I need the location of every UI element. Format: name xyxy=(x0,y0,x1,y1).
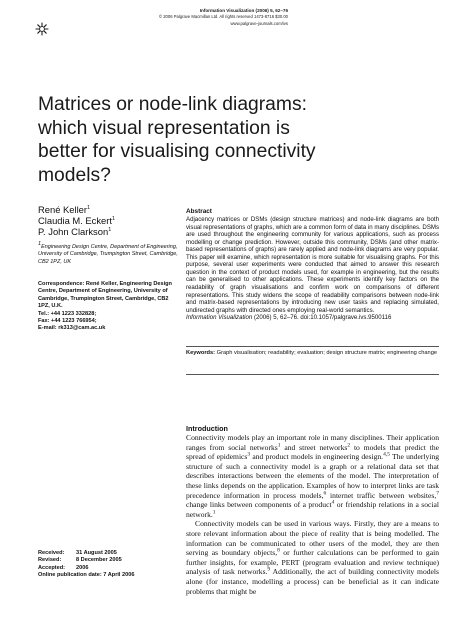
reference-superscript[interactable]: 1 xyxy=(277,442,281,449)
keywords-text: Graph visualisation; readability; evaluation; design structure matrix; engineering change xyxy=(215,350,438,356)
introduction-heading: Introduction xyxy=(186,424,228,433)
correspondence-fax: Fax: +44 1223 766954; xyxy=(38,318,97,325)
reference-superscript[interactable]: 3 xyxy=(247,451,251,458)
introduction-body xyxy=(186,433,439,596)
author-name: René Keller$^1$ xyxy=(38,204,91,215)
date-online: Online publication date: 7 April 2006 xyxy=(38,572,135,579)
date-accepted: Accepted: 2006 xyxy=(38,564,89,571)
author-name: P. John Clarkson$^1$ xyxy=(38,226,112,238)
journal-header xyxy=(159,8,288,27)
reference-superscript[interactable]: 1 xyxy=(212,509,216,516)
reference-superscript[interactable]: 4,5 xyxy=(383,451,390,458)
publication-dates xyxy=(38,550,178,580)
reference-superscript[interactable]: 7 xyxy=(436,490,439,497)
date-received: Received: 31 August 2005 xyxy=(38,550,117,556)
keywords-block xyxy=(186,350,439,357)
introduction-section xyxy=(186,424,439,596)
author-name: Claudia M. Eckert$^1$ xyxy=(38,215,116,227)
abstract-text: Adjacency matrices or DSMs (design structure matrices) and node-link diagrams are both visual representations of graphs, which are a common form of data in many disciplines. DSMs are used throughout the engineering community for various applications, such as process modelling or change prediction. However, outside this community, DSMs (and other matrix-based representations of graphs) are rarely applied and node-link diagrams are very popular. This paper will examine, which representation is more suitable for visualising graphs. For this purpose, several user experiments were conducted that aimed to answer this research question in the context of product models used, for example in engineering, but the results can be generalised to other applications. These experiments identify key factors on the readability of graph visualisations and confirm work on comparisons of different representations. This study widens the scope of readability comparisons between node-link and matrix-based representations by introducing new user tasks and replacing simulated, undirected graphs with directed ones employing real-world semantics. xyxy=(186,216,440,314)
correspondence-email[interactable]: E-mail: rk313@cam.ac.uk xyxy=(38,325,106,332)
introduction-paragraph: Connectivity models play an important role in many disciplines. Their application ranges from social networks$^1$ and street networks$^2$ to models that predict the spread of epidemics$^3$ and product models in engineering design.$^{4,5}$ The underlying structure of such a connectivity model is a graph or a relational data set that describes interactions between the elements of the model. The interpretation of these links depends on the application. Examples of how to interpret links are task precedence information in process models,$^6$ internet traffic between websites,$^7$ change links between components of a product$^4$ or friendship relations in a social network.$^1$ xyxy=(186,433,439,519)
author-list xyxy=(38,204,115,238)
keywords-label: Keywords: xyxy=(186,350,216,356)
paper-title: Matrices or node-link diagrams: which visual representation is better for visualising connectivity models? xyxy=(38,94,316,186)
reference-superscript[interactable]: 8 xyxy=(277,547,280,554)
reference-superscript[interactable]: 4 xyxy=(331,499,335,506)
publisher-logo-icon xyxy=(35,22,49,36)
abstract-section xyxy=(186,208,439,322)
date-revised: Revised: 8 December 2005 xyxy=(38,557,122,564)
abstract-citation: Information Visualization (2006) 5, 62–76. doi:10.1057/palgrave.ivs.9500116 xyxy=(186,314,392,322)
journal-copyright: © 2006 Palgrave Macmillan Ltd. All rights reserved 1473-8716 $30.00 xyxy=(158,14,288,20)
introduction-paragraph: Connectivity models can be used in various ways. Firstly, they are a means to store relevant information about the piece of reality that is being modelled. The information can be communicated to other users of the model, they are then serving as boundary objects,$^8$ or further calculations can be performed to gain further insights, for example, PERT (program evaluation and review technique) analysis of task networks.$^9$ Additionally, the act of building connectivity models alone (for instance, modelling a process) can be beneficial as it can indicate problems that might be xyxy=(186,519,439,596)
journal-citation: Information Visualization (2006) 5, 62–76 xyxy=(199,8,288,13)
reference-superscript[interactable]: 2 xyxy=(347,442,351,449)
correspondence-address: Correspondence: René Keller, Engineering Design Centre, Department of Engineering, University of Cambridge, Trumpington Street, Cambridge, CB2 1PZ, U.K. xyxy=(38,281,172,310)
reference-superscript[interactable]: 6 xyxy=(323,490,327,497)
abstract-heading: Abstract xyxy=(186,208,212,215)
journal-url[interactable]: www.palgrave-journals.com/ivs xyxy=(230,20,288,26)
reference-superscript[interactable]: 9 xyxy=(267,566,271,573)
section-divider xyxy=(186,374,439,375)
correspondence-tel: Tel.: +44 1223 332828; xyxy=(38,310,97,317)
section-divider xyxy=(186,346,439,347)
author-affiliation: 1Engineering Design Centre, Department of Engineering, University of Cambridge, Trumpington Street, Cambridge, CB2 1PZ, UK xyxy=(38,241,178,265)
correspondence-block xyxy=(38,281,178,333)
